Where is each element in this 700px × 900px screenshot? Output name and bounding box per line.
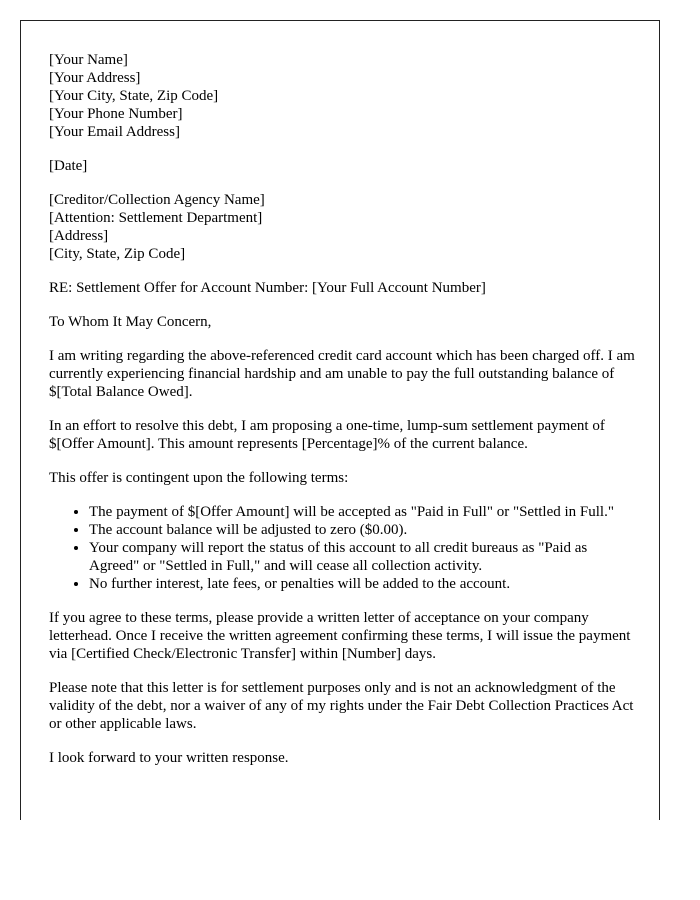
salutation: To Whom It May Concern,: [49, 314, 212, 330]
paragraph-offer: In an effort to resolve this debt, I am proposing a one-time, lump-sum settlement payment of $[Offer Amount]. This amount represents [Percentage]% of the current balance.: [49, 418, 605, 452]
recipient-city-state-zip: [City, State, Zip Code]: [49, 246, 186, 262]
letter-content: [49, 51, 637, 767]
sender-name: [Your Name]: [49, 52, 128, 68]
paragraph-hardship: I am writing regarding the above-referenced credit card account which has been charged off. I am currently experiencing financial hardship and am unable to pay the full outstanding balance of $[Total Balance Owed].: [49, 348, 635, 400]
paragraph-acceptance: If you agree to these terms, please provide a written letter of acceptance on your company letterhead. Once I receive the written agreement confirming these terms, I will issue the payment via [Certified Check/Electronic Transfer] within [Number] days.: [49, 610, 631, 662]
date-block: [49, 157, 637, 175]
sender-address: [Your Address]: [49, 70, 141, 86]
letter-date: [Date]: [49, 158, 88, 174]
recipient-name: [Creditor/Collection Agency Name]: [49, 192, 265, 208]
sender-city-state-zip: [Your City, State, Zip Code]: [49, 88, 219, 104]
paragraph-disclaimer: Please note that this letter is for settlement purposes only and is not an acknowledgment of the validity of the debt, nor a waiver of any of my rights under the Fair Debt Collection Practices Act or other applicable laws.: [49, 680, 634, 732]
paragraph-closing: I look forward to your written response.: [49, 750, 289, 766]
list-item: • Your company will report the status of this account to all credit bureaus as "Paid as Agreed" or "Settled in Full," and will cease all collection activity.: [89, 539, 637, 575]
letter-page: [20, 20, 660, 820]
list-item: • The payment of $[Offer Amount] will be accepted as "Paid in Full" or "Settled in Full.": [89, 503, 637, 521]
subject-line: RE: Settlement Offer for Account Number: [Your Full Account Number]: [49, 280, 486, 296]
recipient-attention: [Attention: Settlement Department]: [49, 210, 263, 226]
sender-email: [Your Email Address]: [49, 124, 180, 140]
terms-list: [49, 503, 637, 593]
sender-phone: [Your Phone Number]: [49, 106, 183, 122]
recipient-address: [Address]: [49, 228, 109, 244]
sender-block: [49, 51, 637, 141]
recipient-block: [49, 191, 637, 263]
list-item: • The account balance will be adjusted to zero ($0.00).: [89, 521, 637, 539]
list-item: • No further interest, late fees, or penalties will be added to the account.: [89, 575, 637, 593]
paragraph-terms-intro: This offer is contingent upon the following terms:: [49, 470, 349, 486]
